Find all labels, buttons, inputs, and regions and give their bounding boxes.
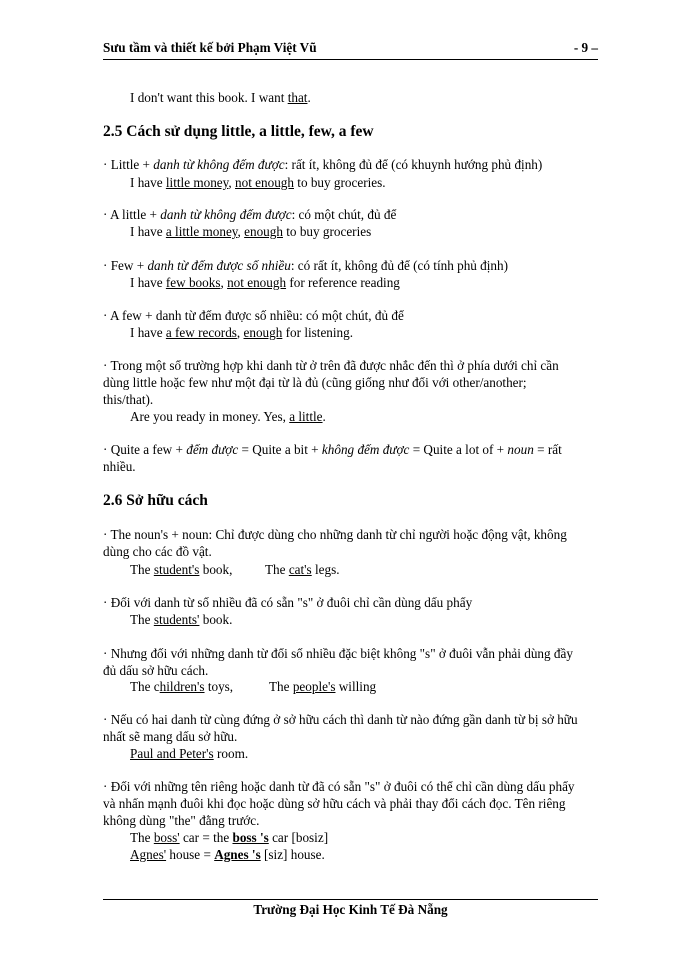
header-rule [103,59,598,60]
rule-little: · Little + danh từ không đếm được: rất ít, không đủ để (có khuynh hướng phủ định) [103,157,543,172]
rule-quite-line-2: nhiều. [103,459,136,474]
rule-two-nouns-line-1: · Nếu có hai danh từ cùng đứng ở sở hữu cách thì danh từ nào đứng gần danh từ bị sở hữu [103,712,578,727]
rule-a-little: · A little + danh từ không đếm được: có một chút, đủ để [103,207,397,222]
rule-a-few: · A few + danh từ đếm được số nhiều: có một chút, đủ để [103,308,404,323]
footer-rule [103,899,598,900]
page-footer: Trường Đại Học Kinh Tế Đà Nẵng [253,902,448,917]
section-heading-2-5: 2.5 Cách sử dụng little, a little, few, a few [103,123,374,140]
rule-pronoun-line-2: dùng little hoặc few như một đại từ là đủ (cũng giống như đối với other/another; [103,375,527,390]
example-people-willing: The people's willing [269,679,377,694]
example-children-toys: The children's toys, [130,679,234,694]
page-number: - 9 – [573,40,598,55]
header-title: Sưu tầm và thiết kế bởi Phạm Việt Vũ [103,40,317,55]
rule-proper-names-line-2: và nhấn mạnh đuôi khi đọc hoặc dùng sở hữu cách và phải thay đổi cách đọc. Tên riêng [103,796,566,811]
example-a-few: I have a few records, enough for listening. [130,325,354,340]
example-boss-car: The boss' car = the boss 's car [bosiz] [130,830,329,845]
example-pronoun: Are you ready in money. Yes, a little. [130,409,326,424]
section-heading-2-6: 2.6 Sở hữu cách [103,492,208,509]
example-cat-legs: The cat's legs. [265,562,340,577]
example-paul-peter: Paul and Peter's room. [130,746,249,761]
example-few: I have few books, not enough for reference reading [130,275,400,290]
rule-pronoun-line-1: · Trong một số trường hợp khi danh từ ở trên đã được nhắc đến thì ở phía dưới chỉ cần [103,358,559,373]
rule-proper-names-line-1: · Đối với những tên riêng hoặc danh từ đã có sẵn "s" ở đuôi có thể chỉ cần dùng dấu phẩy [103,779,575,794]
example-agnes-house: Agnes' house = Agnes 's [siz] house. [130,847,325,862]
rule-irregular-line-1: · Nhưng đối với những danh từ đổi số nhiều đặc biệt không "s" ở đuôi vẫn phải dùng đầy [103,646,573,661]
rule-proper-names-line-3: không dùng "the" đằng trước. [103,813,260,828]
rule-quite-line-1: · Quite a few + đếm được = Quite a bit + không đếm được = Quite a lot of + noun = rất [103,442,562,457]
rule-few: · Few + danh từ đếm được số nhiều: có rất ít, không đủ để (có tính phủ định) [103,258,509,273]
rule-noun-s-line-1: · The noun's + noun: Chỉ được dùng cho những danh từ chỉ người hoặc động vật, không [103,527,567,542]
rule-two-nouns-line-2: nhất sẽ mang dấu sở hữu. [103,729,238,744]
rule-pronoun-line-3: this/that). [103,392,154,407]
example-that: I don't want this book. I want that. [130,90,311,105]
example-student-book: The student's book, [130,562,233,577]
example-a-little: I have a little money, enough to buy groceries [130,224,372,239]
example-students-book: The students' book. [130,612,233,627]
rule-noun-s-line-2: dùng cho các đồ vật. [103,544,212,559]
page-header [103,40,598,56]
rule-irregular-line-2: đủ dấu sở hữu cách. [103,663,209,678]
rule-plural-s: · Đối với danh từ số nhiều đã có sẵn "s" ở đuôi chỉ cần dùng dấu phẩy [103,595,473,610]
example-little: I have little money, not enough to buy groceries. [130,175,386,190]
